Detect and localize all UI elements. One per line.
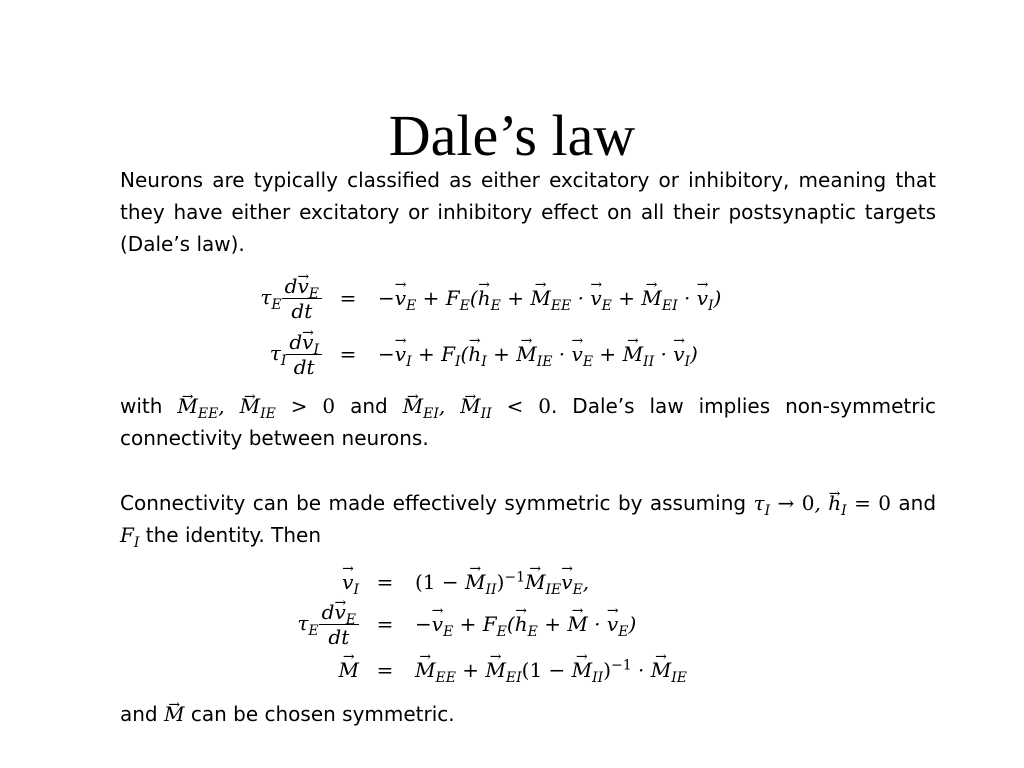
symmetric-paragraph: Connectivity can be made effectively symmetric by assuming $\tau_I \to 0$, → $h_I = 0$ and $F_I$ the identity. Then bbox=[120, 487, 936, 551]
slide-title: Dale’s law bbox=[388, 103, 636, 168]
constraint-paragraph: with → $M_{EE}$, → $M_{IE} > 0$ and → $M_{EI}$, → $M_{II} < 0$. Dale’s law implies non-symmetric connectivity between neurons. bbox=[120, 390, 936, 454]
equation-reduced-excitatory: $\tau_E$ $\frac{d\to v_E}{dt}$ = −→ $v_E + F_E(\to h_E$ + → M · → $v_E$) bbox=[285, 600, 805, 654]
conclusion-paragraph: and → M can be chosen symmetric. bbox=[120, 698, 936, 730]
equation-excitatory: $\tau_E$ $\frac{d\to v_E}{dt}$ = −→ $v_E + F_E(\to h_E$ + → $M_{EE}$ · → $v_E$ + → $M_{EI}$ · → $v_I$) bbox=[250, 272, 810, 326]
reduced-equations bbox=[285, 566, 805, 694]
equation-inhibitory: $\tau_I$ $\frac{d\to v_I}{dt}$ = −→ $v_I + F_I(\to h_I$ + → $M_{IE}$ · → $v_E$ + → $M_{II}$ · → $v_I$) bbox=[250, 328, 810, 382]
dale-equations bbox=[250, 272, 810, 382]
equation-vi: → $v_I$ = (1 − → $M_{II})^{-1}\to M_{IE}\to v_E$, bbox=[285, 566, 805, 600]
intro-paragraph: Neurons are typically classified as either excitatory or inhibitory, meaning that they have either excitatory or inhibitory effect on all their postsynaptic targets (Dale’s law). bbox=[120, 168, 936, 256]
equation-effective-matrix: → M = → $M_{EE}$ + → $M_{EI}(1$ − → $M_{II})^{-1}$ · → $M_{IE}$ bbox=[285, 656, 805, 690]
